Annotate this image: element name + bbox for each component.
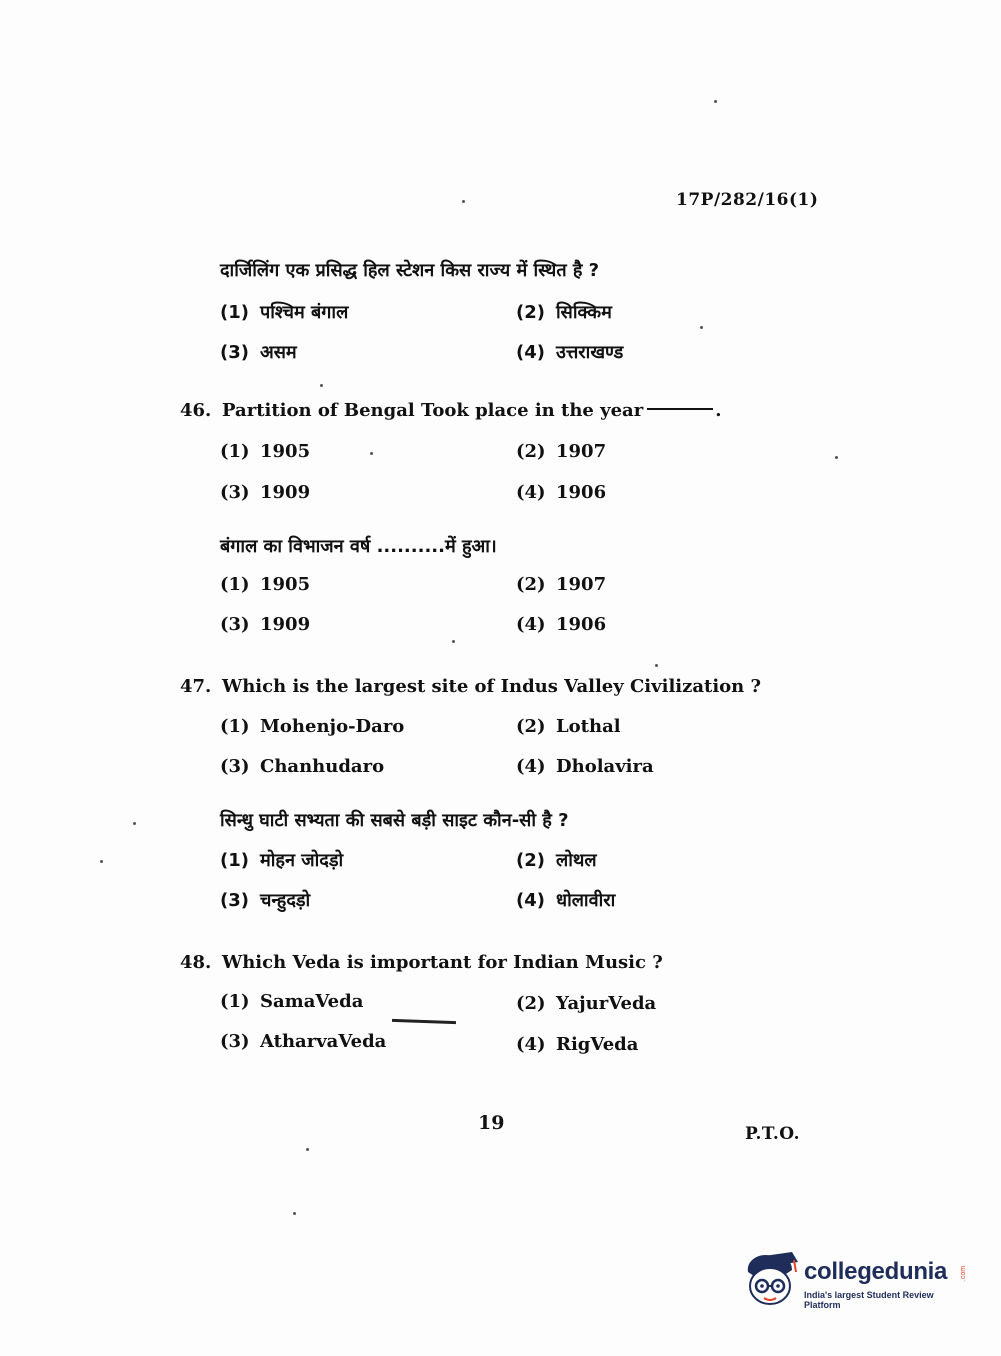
option-text: उत्तराखण्ड: [556, 342, 624, 363]
option-text: Chanhudaro: [260, 756, 385, 777]
option-number: (2): [516, 993, 546, 1014]
speck: [462, 200, 465, 203]
option-number: (3): [220, 614, 250, 635]
paper-code: 17P/282/16(1): [676, 190, 819, 210]
q46-hindi-option-1: [220, 574, 310, 595]
q47-option-4: [516, 756, 654, 777]
q48-option-1: [220, 991, 363, 1012]
option-text: YajurVeda: [556, 993, 657, 1014]
question-number: 46.: [180, 400, 212, 421]
option-number: (4): [516, 1034, 546, 1055]
option-number: (2): [516, 574, 546, 595]
q48-option-3: [220, 1031, 386, 1052]
option-text: 1905: [260, 441, 311, 462]
q47-hindi-option-1: [220, 848, 343, 872]
option-text: 1905: [260, 574, 311, 595]
question-text: Which Veda is important for Indian Music ?: [222, 952, 663, 973]
option-number: (3): [220, 482, 250, 503]
option-number: (4): [516, 482, 546, 503]
option-text: RigVeda: [556, 1034, 639, 1055]
q45-hindi-option-2: [516, 300, 612, 324]
q47-option-2: [516, 716, 621, 737]
option-text: 1909: [260, 614, 311, 635]
option-number: (1): [220, 991, 250, 1012]
option-text: मोहन जोदड़ो: [260, 850, 344, 871]
q46-hindi-option-3: [220, 614, 310, 635]
q46-option-3: [220, 482, 310, 503]
speck: [835, 456, 838, 459]
option-number: (2): [516, 302, 545, 323]
logo-suffix: .com: [960, 1265, 968, 1282]
option-text: सिक्किम: [556, 302, 612, 323]
logo-tagline: India's largest Student Review Platform: [804, 1290, 934, 1310]
question-46: 46. Partition of Bengal Took place in the year .: [180, 400, 722, 421]
question-text: Partition of Bengal Took place in the year: [222, 400, 644, 421]
speck: [370, 452, 373, 455]
speck: [452, 640, 455, 643]
q47-hindi-option-2: [516, 848, 597, 872]
q46-option-2: [516, 441, 606, 462]
q46-option-4: [516, 482, 606, 503]
question-text: Which is the largest site of Indus Valley Civilization ?: [222, 676, 762, 697]
option-text: धोलावीरा: [556, 890, 616, 911]
q45-hindi-option-1: [220, 300, 348, 324]
q46-hindi-option-2: [516, 574, 606, 595]
option-number: (4): [516, 342, 545, 363]
speck: [133, 822, 136, 825]
collegedunia-logo: [742, 1250, 972, 1310]
page-number: 19: [478, 1112, 505, 1134]
option-text: Mohenjo-Daro: [260, 716, 405, 737]
option-text: Dholavira: [556, 756, 654, 777]
option-number: (4): [516, 890, 545, 911]
option-text: असम: [260, 342, 297, 363]
option-text: Lothal: [556, 716, 621, 737]
option-number: (2): [516, 716, 546, 737]
question-45-hindi: दार्जिलिंग एक प्रसिद्ध हिल स्टेशन किस राज्य में स्थित है ?: [220, 260, 600, 281]
speck: [655, 664, 658, 667]
option-number: (3): [220, 756, 250, 777]
q47-hindi-option-4: [516, 888, 615, 912]
option-number: (1): [220, 441, 250, 462]
option-number: (1): [220, 302, 249, 323]
q45-hindi-option-4: [516, 340, 623, 364]
option-number: (3): [220, 342, 249, 363]
option-text: 1909: [260, 482, 311, 503]
option-text: पश्चिम बंगाल: [260, 302, 349, 323]
option-text: 1907: [556, 441, 607, 462]
pto-label: P.T.O.: [745, 1124, 800, 1144]
option-text: 1906: [556, 482, 607, 503]
question-number: 47.: [180, 676, 212, 697]
answer-blank: [647, 408, 713, 410]
question-number: 48.: [180, 952, 212, 973]
option-text: 1906: [556, 614, 607, 635]
q46-hindi-option-4: [516, 614, 606, 635]
option-number: (4): [516, 756, 546, 777]
speck: [700, 326, 703, 329]
q47-hindi-option-3: [220, 888, 310, 912]
option-text: SamaVeda: [260, 991, 364, 1012]
speck: [293, 1212, 296, 1215]
option-text: AtharvaVeda: [260, 1031, 387, 1052]
q48-option-4: [516, 1034, 638, 1055]
q46-option-1: [220, 441, 310, 462]
speck: [320, 384, 323, 387]
question-46-hindi: बंगाल का विभाजन वर्ष ..........में हुआ।: [220, 536, 497, 557]
speck: [306, 1148, 309, 1151]
q48-option-2: [516, 993, 656, 1014]
option-number: (3): [220, 1031, 250, 1052]
speck: [100, 860, 103, 863]
option-number: (1): [220, 574, 250, 595]
option-number: (3): [220, 890, 249, 911]
speck: [714, 100, 717, 103]
mascot-icon: [742, 1250, 800, 1308]
question-48: [180, 952, 663, 973]
option-text: चन्हुदड़ो: [260, 890, 311, 911]
option-text: लोथल: [556, 850, 597, 871]
option-number: (1): [220, 716, 250, 737]
q47-option-1: [220, 716, 404, 737]
option-number: (4): [516, 614, 546, 635]
question-47-hindi: सिन्धु घाटी सभ्यता की सबसे बड़ी साइट कौन-सी है ?: [220, 810, 569, 831]
option-number: (1): [220, 850, 249, 871]
option-number: (2): [516, 850, 545, 871]
ink-smudge: [392, 1019, 456, 1024]
logo-wordmark: collegedunia: [804, 1258, 948, 1285]
option-text: 1907: [556, 574, 607, 595]
option-number: (2): [516, 441, 546, 462]
question-47: [180, 676, 761, 697]
q47-option-3: [220, 756, 384, 777]
q45-hindi-option-3: [220, 340, 297, 364]
